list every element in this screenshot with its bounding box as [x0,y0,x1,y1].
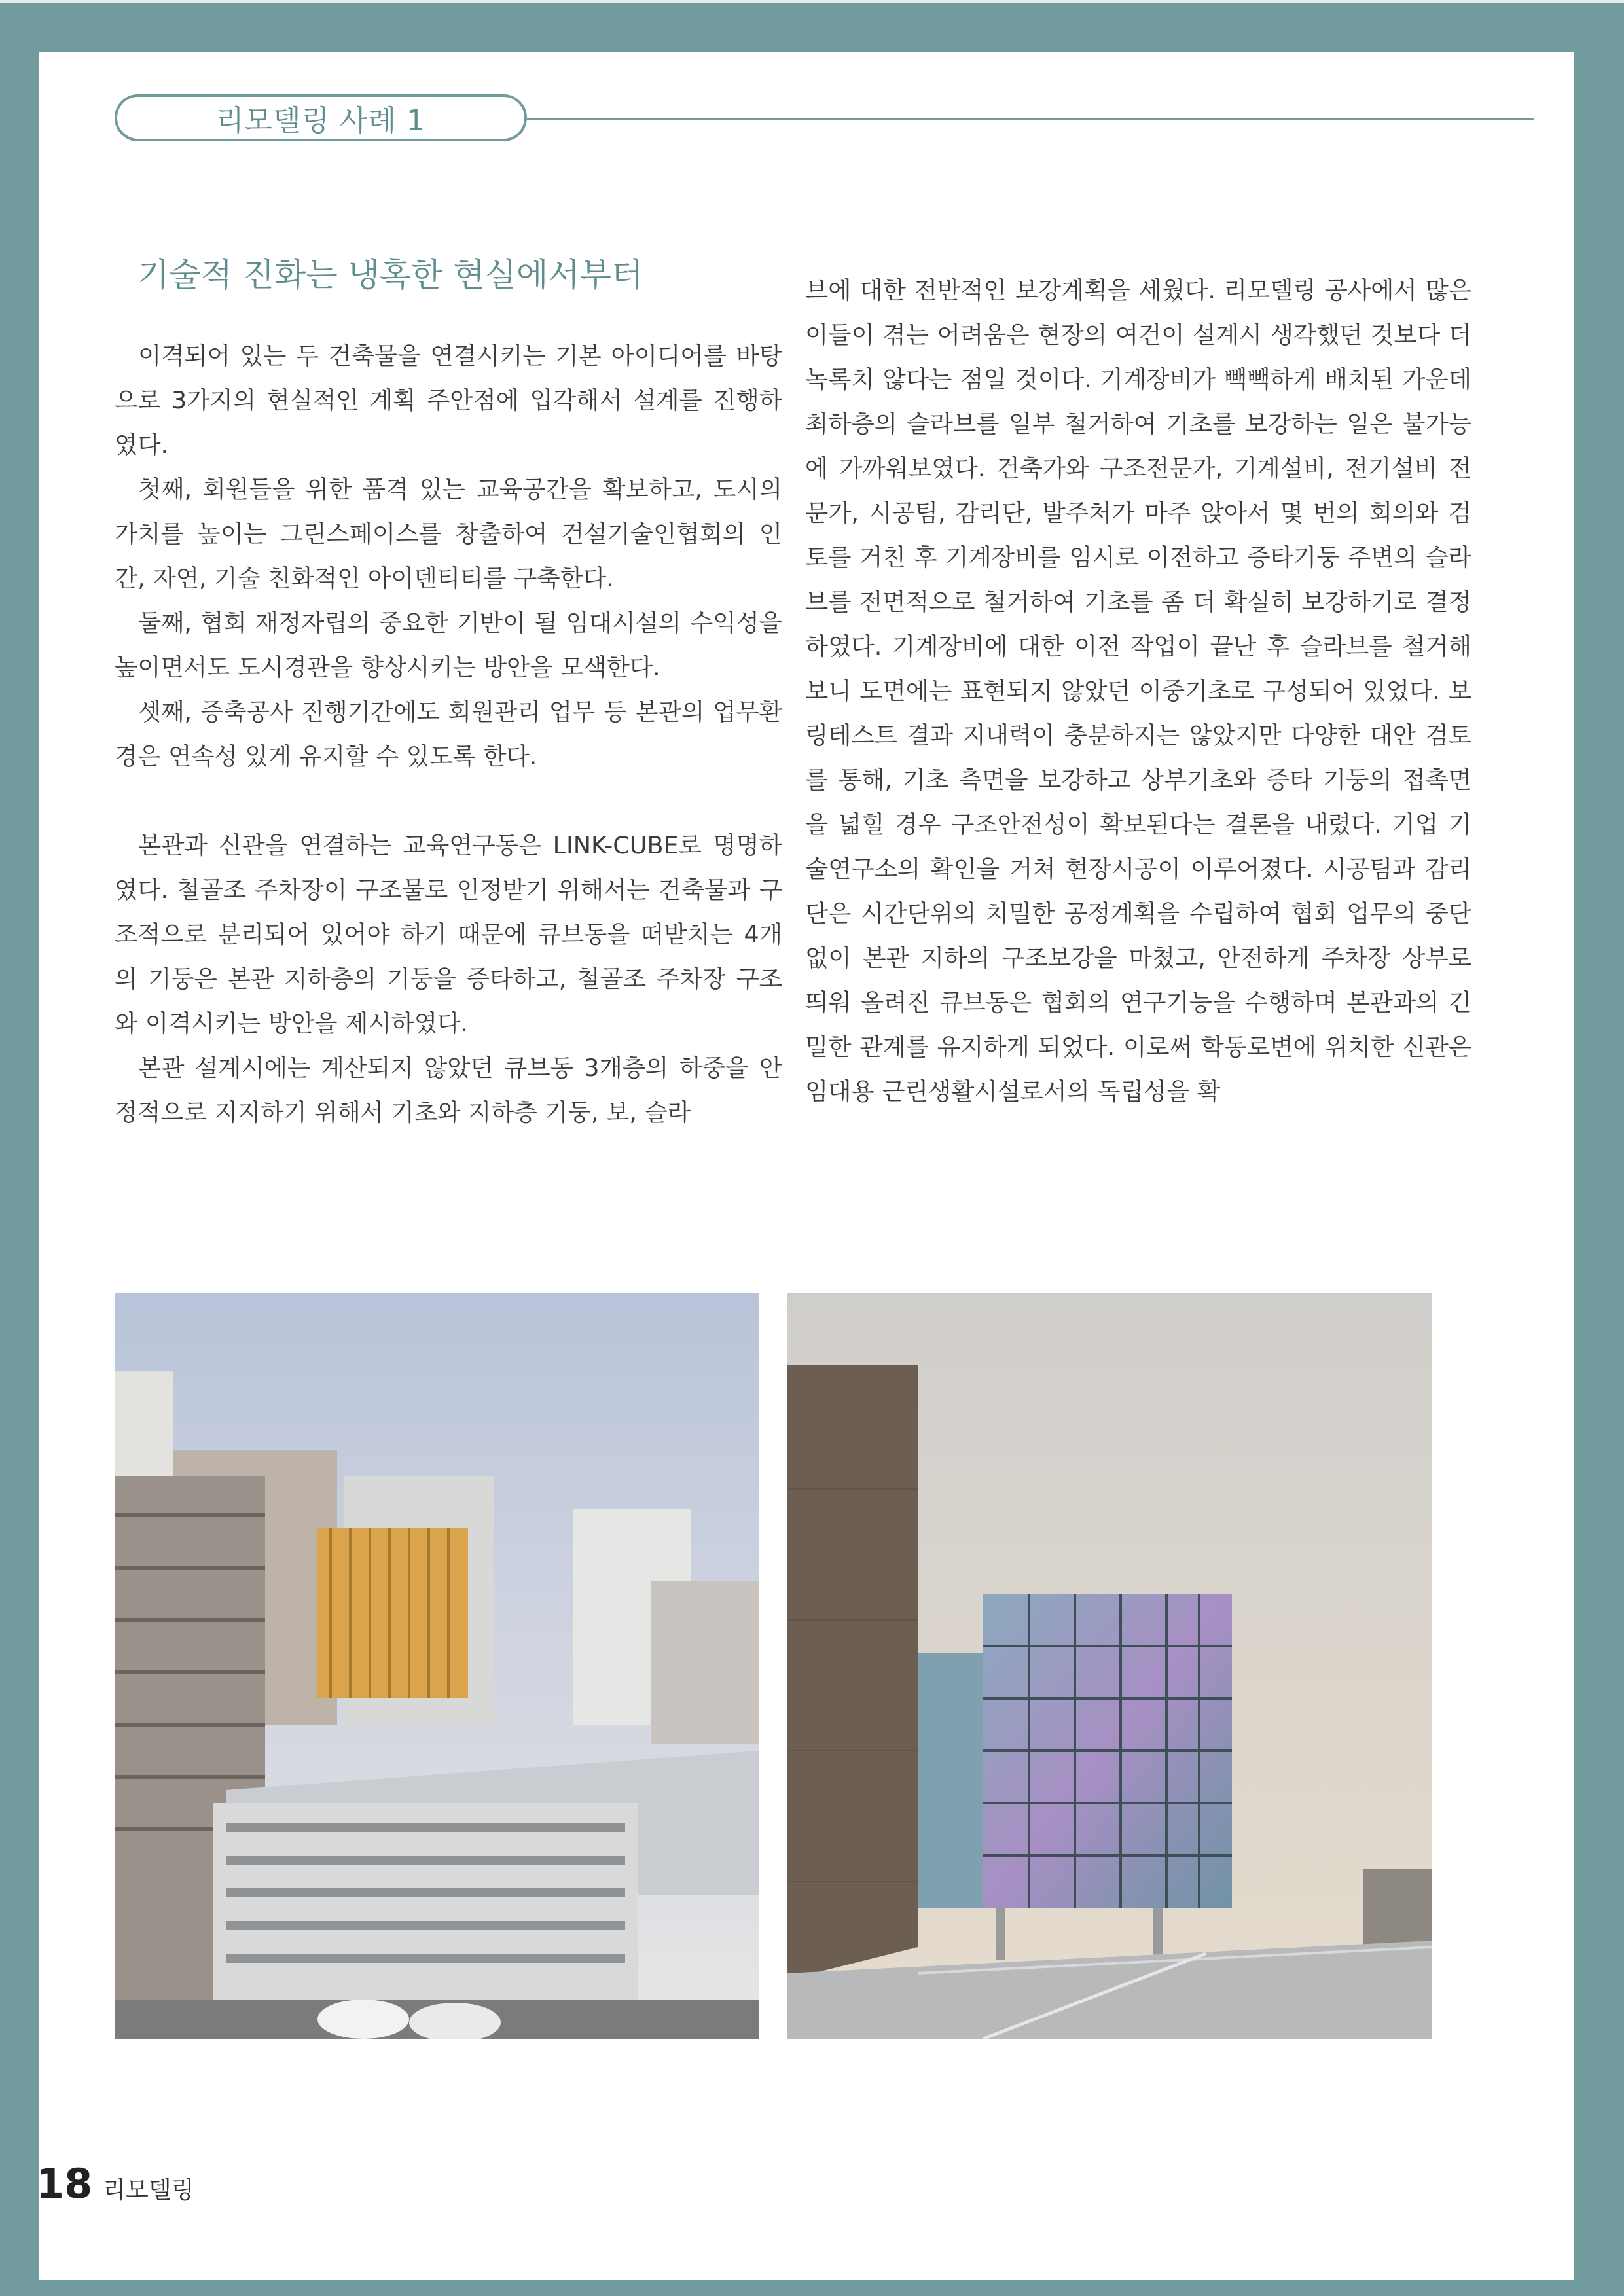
section-tag-label: 리모델링 사례 1 [216,104,425,137]
footer-label: 리모델링 [103,2177,194,2204]
paragraph: 첫째, 회원들을 위한 품격 있는 교육공간을 확보하고, 도시의 가치를 높이는 그린스페이스를 창출하여 건설기술인협회의 인간, 자연, 기술 친화적인 아이덴티티를 구축한다. [115,475,782,592]
glass-cube-photo [787,1293,1432,2039]
glass-cube-photo-illustration [787,1293,1432,2039]
paragraph: 브에 대한 전반적인 보강계획을 세웠다. 리모델링 공사에서 많은 이들이 겪는 어려움은 현장의 여건이 설계시 생각했던 것보다 더 녹록치 않다는 점일 것이다. 기계장비가 빽빽하게 배치된 가운데 최하층의 슬라브를 일부 철거하여 기초를 보강하는 일은 불가능에 가까워보였다. 건축가와 구조전문가, 기계설비, 전기설비 전문가, 시공팀, 감리단, 발주처가 마주 앉아서 몇 번의 회의와 검토를 거친 후 기계장비를 임시로 이전하고 증타기둥 주변의 슬라브를 전면적으로 철거하여 기초를 좀 더 확실히 보강하기로 결정하였다. 기계장비에 대한 이전 작업이 끝난 후 슬라브를 철거해보니 도면에는 표현되지 않았던 이중기초로 구성되어 있었다. 보링테스트 결과 지내력이 충분하지는 않았지만 다양한 대안 검토를 통해, 기초 측면을 보강하고 상부기초와 증타 기둥의 접촉면을 넓힐 경우 구조안전성이 확보된다는 결론을 내렸다. 기업 기술연구소의 확인을 거쳐 현장시공이 이루어졌다. 시공팀과 감리단은 시간단위의 치밀한 공정계획을 수립하여 협회 업무의 중단 없이 본관 지하의 구조보강을 마쳤고, 안전하게 주차장 상부로 띄워 올려진 큐브동은 협회의 연구기능을 수행하며 본관과의 긴밀한 관계를 유지하게 되었다. 이로써 학동로변에 위치한 신관은 임대용 근린생활시설로서의 독립성을 확 [805,276,1471,1105]
building-photo-parking [115,1293,759,2039]
building-photo-parking-illustration [115,1293,759,2039]
paragraph: 본관과 신관을 연결하는 교육연구동은 LINK-CUBE로 명명하였다. 철골조 주차장이 구조물로 인정받기 위해서는 건축물과 구조적으로 분리되어 있어야 하기 때문에 큐브동을 떠받치는 4개의 기둥은 본관 지하층의 기둥을 증타하고, 철골조 주차장 구조와 이격시키는 방안을 제시하였다. [115,831,782,1037]
article-heading: 기술적 진화는 냉혹한 현실에서부터 [137,256,643,294]
section-tag [115,94,527,141]
paragraph: 이격되어 있는 두 건축물을 연결시키는 기본 아이디어를 바탕으로 3가지의 현실적인 계획 주안점에 입각해서 설계를 진행하였다. [115,342,782,459]
paragraph: 둘째, 협회 재정자립의 중요한 기반이 될 임대시설의 수익성을 높이면서도 도시경관을 향상시키는 방안을 모색한다. [115,609,782,681]
paragraph: 본관 설계시에는 계산되지 않았던 큐브동 3개층의 하중을 안정적으로 지지하기 위해서 기초와 지하층 기둥, 보, 슬라 [115,1054,782,1126]
top-stripe [0,0,1624,3]
paragraph: 셋째, 증축공사 진행기간에도 회원관리 업무 등 본관의 업무환경은 연속성 있게 유지할 수 있도록 한다. [115,698,782,770]
paragraph-gap [115,779,782,823]
right-column [805,268,1471,1114]
left-column [115,334,782,1135]
page-number: 18 [36,2160,93,2208]
section-rule [524,118,1534,120]
page-footer [36,2160,194,2208]
